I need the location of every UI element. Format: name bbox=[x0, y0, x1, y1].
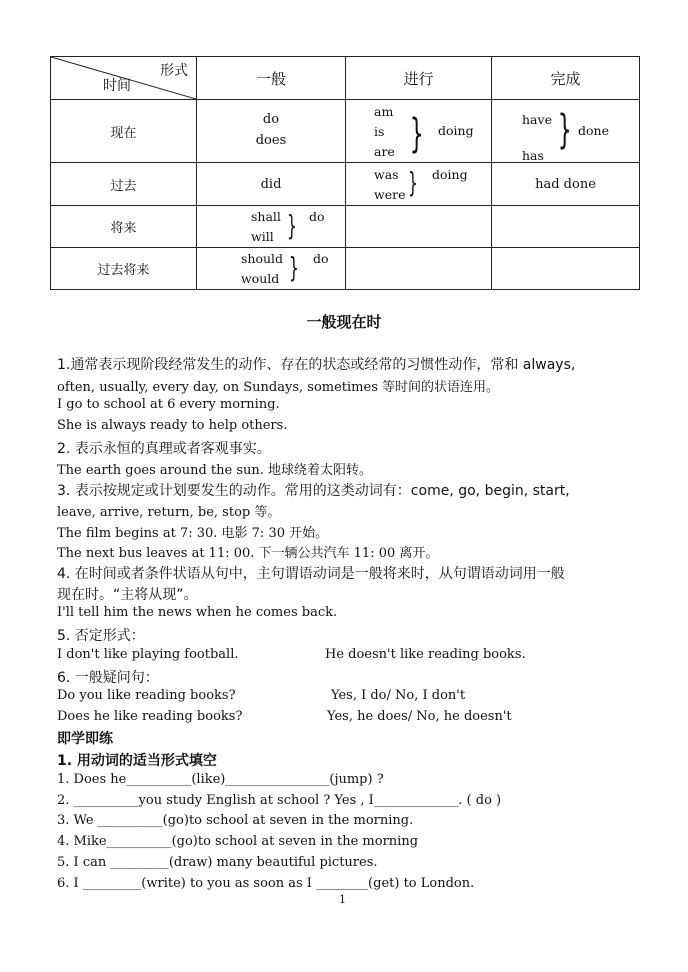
table-row-past-future bbox=[51, 248, 640, 290]
tense-table bbox=[50, 56, 640, 290]
word-done: done bbox=[578, 123, 609, 138]
word-have: have bbox=[522, 112, 552, 127]
col-header-progressive: 进行 bbox=[346, 57, 492, 100]
word-doing: doing bbox=[432, 167, 468, 182]
cell-future-perfect bbox=[492, 206, 640, 248]
cell-past-simple bbox=[197, 163, 346, 206]
cell-future-progressive bbox=[346, 206, 492, 248]
cell-past-future-perfect bbox=[492, 248, 640, 290]
question-example-right: Yes, he does/ No, he doesn't bbox=[327, 709, 512, 724]
rule-3-line-2: leave, arrive, return, be, stop 等。 bbox=[57, 505, 281, 520]
cell-past-perfect bbox=[492, 163, 640, 206]
cell-future-simple bbox=[197, 206, 346, 248]
example-line: I'll tell him the news when he comes back. bbox=[57, 605, 338, 620]
word-were: were bbox=[374, 187, 406, 202]
negative-example-left: I don't like playing football. bbox=[57, 647, 239, 662]
word-do: do bbox=[262, 112, 280, 128]
corner-cell bbox=[51, 57, 197, 100]
cell-present-simple bbox=[197, 100, 346, 163]
word-was: was bbox=[374, 167, 399, 182]
question-example-left: Does he like reading books? bbox=[57, 709, 243, 724]
word-do: do bbox=[309, 209, 325, 224]
rule-1-line-2: often, usually, every day, on Sundays, sometimes 等时间的状语连用。 bbox=[57, 380, 499, 395]
rule-4-line-2: 现在时。“主将从现”。 bbox=[57, 587, 198, 603]
negative-example-right: He doesn't like reading books. bbox=[325, 647, 526, 662]
question-example-left: Do you like reading books? bbox=[57, 688, 236, 703]
cell-present-progressive bbox=[346, 100, 492, 163]
word-is: is bbox=[374, 124, 385, 139]
example-line: I go to school at 6 every morning. bbox=[57, 397, 280, 412]
table-header-row bbox=[51, 57, 640, 100]
cell-present-perfect bbox=[492, 100, 640, 163]
example-line: The earth goes around the sun. 地球绕着太阳转。 bbox=[57, 463, 372, 478]
word-doing: doing bbox=[438, 123, 474, 138]
rule-6-heading: 6. 一般疑问句： bbox=[57, 670, 159, 686]
example-line: The next bus leaves at 11: 00. 下一辆公共汽车 11: 00 离开。 bbox=[57, 546, 439, 561]
corner-form-label: 形式 bbox=[160, 63, 188, 79]
word-will: will bbox=[251, 229, 274, 244]
row-label-past-future: 过去将来 bbox=[51, 248, 197, 290]
row-label-present: 现在 bbox=[51, 100, 197, 163]
col-header-perfect: 完成 bbox=[492, 57, 640, 100]
row-label-past: 过去 bbox=[51, 163, 197, 206]
practice-heading: 即学即练 bbox=[57, 731, 113, 747]
word-are: are bbox=[374, 144, 395, 159]
exercise-item: 1. Does he__________(like)________________(jump) ? bbox=[57, 772, 384, 787]
brace-icon: } bbox=[287, 209, 297, 242]
exercise-item: 4. Mike__________(go)to school at seven in the morning bbox=[57, 834, 419, 849]
cell-past-future-progressive bbox=[346, 248, 492, 290]
rule-5-heading: 5. 否定形式： bbox=[57, 628, 145, 644]
row-label-future: 将来 bbox=[51, 206, 197, 248]
brace-icon: } bbox=[289, 251, 299, 284]
word-should: should bbox=[241, 251, 284, 266]
word-had-done: had done bbox=[535, 176, 596, 192]
brace-icon: } bbox=[557, 107, 572, 153]
exercise-heading: 1. 用动词的适当形式填空 bbox=[57, 753, 217, 769]
table-row-past bbox=[51, 163, 640, 206]
example-line: She is always ready to help others. bbox=[57, 418, 288, 433]
word-shall: shall bbox=[251, 209, 281, 224]
rule-3-line-1: 3. 表示按规定或计划要发生的动作。常用的这类动词有：come, go, begin, start, bbox=[57, 483, 570, 499]
exercise-item: 2. __________you study English at school ? Yes , I_____________. ( do ) bbox=[57, 793, 502, 808]
word-am: am bbox=[374, 104, 394, 119]
brace-icon: } bbox=[409, 111, 424, 157]
rule-4-line-1: 4. 在时间或者条件状语从句中，主句谓语动词是一般将来时，从句谓语动词用一般 bbox=[57, 566, 565, 582]
table-row-future bbox=[51, 206, 640, 248]
page-number: 1 bbox=[339, 893, 346, 906]
cell-past-future-simple bbox=[197, 248, 346, 290]
rule-2-line: 2. 表示永恒的真理或者客观事实。 bbox=[57, 441, 271, 457]
table-row-present bbox=[51, 100, 640, 163]
word-did: did bbox=[260, 176, 282, 192]
rule-1-line-1: 1.通常表示现阶段经常发生的动作、存在的状态或经常的习惯性动作，常和 always, bbox=[57, 357, 576, 373]
word-does: does bbox=[255, 133, 287, 148]
word-do: do bbox=[313, 251, 329, 266]
section-title: 一般现在时 bbox=[306, 313, 382, 331]
brace-icon: } bbox=[408, 166, 418, 199]
exercise-item: 6. I _________(write) to you as soon as I ________(get) to London. bbox=[57, 876, 475, 891]
word-would: would bbox=[241, 271, 280, 286]
corner-time-label: 时间 bbox=[103, 78, 131, 94]
word-has: has bbox=[522, 148, 544, 164]
exercise-item: 3. We __________(go)to school at seven in the morning. bbox=[57, 813, 414, 828]
question-example-right: Yes, I do/ No, I don't bbox=[331, 688, 466, 703]
cell-past-progressive bbox=[346, 163, 492, 206]
example-line: The film begins at 7: 30. 电影 7: 30 开始。 bbox=[57, 526, 329, 541]
exercise-item: 5. I can _________(draw) many beautiful pictures. bbox=[57, 855, 378, 870]
col-header-simple: 一般 bbox=[197, 57, 346, 100]
